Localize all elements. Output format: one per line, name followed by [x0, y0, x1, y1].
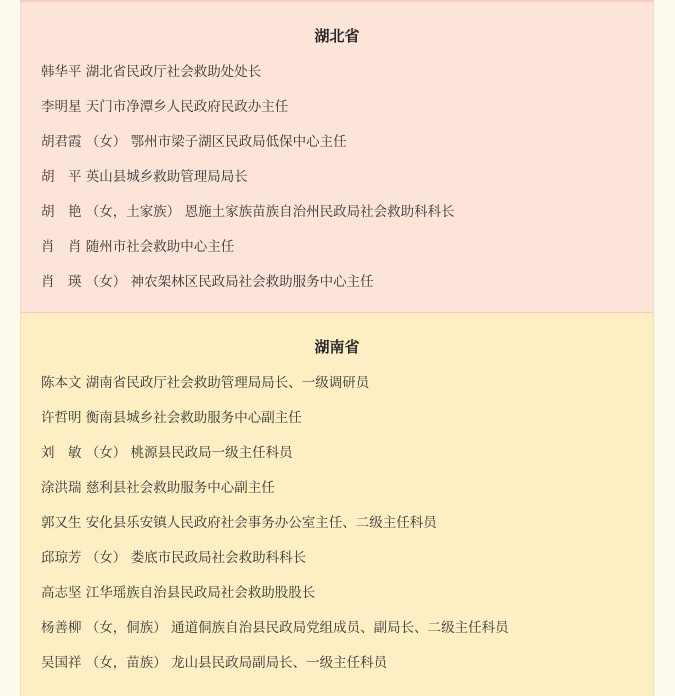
hubei-entry: 胡 艳 （女，土家族） 恩施土家族苗族自治州民政局社会救助科科长 — [41, 204, 455, 220]
hubei-entry: 李明星 天门市净潭乡人民政府民政办主任 — [41, 99, 289, 115]
hubei-title: 湖北省 — [314, 27, 360, 45]
hunan-entry-list — [21, 372, 653, 687]
hunan-entry: 吴国祥 （女，苗族） 龙山县民政局副局长、一级主任科员 — [41, 655, 388, 671]
hunan-entry: 刘 敏 （女） 桃源县民政局一级主任科员 — [41, 445, 293, 461]
hunan-title: 湖南省 — [314, 338, 360, 356]
hunan-entry: 陈本文 湖南省民政厅社会救助管理局局长、一级调研员 — [41, 375, 370, 391]
hubei-entry: 肖 瑛 （女） 神农架林区民政局社会救助服务中心主任 — [41, 274, 374, 290]
hunan-entry: 涂洪瑞 慈利县社会救助服务中心副主任 — [41, 480, 275, 496]
hunan-entry: 杨善柳 （女，侗族） 通道侗族自治县民政局党组成员、副局长、二级主任科员 — [41, 620, 509, 636]
hubei-entry: 韩华平 湖北省民政厅社会救助处处长 — [41, 64, 262, 80]
hunan-entry: 郭又生 安化县乐安镇人民政府社会事务办公室主任、二级主任科员 — [41, 515, 437, 531]
hunan-entry: 邱琼芳 （女） 娄底市民政局社会救助科科长 — [41, 550, 307, 566]
hubei-section — [20, 0, 654, 313]
hunan-entry: 许哲明 衡南县城乡社会救助服务中心副主任 — [41, 410, 302, 426]
hubei-entry: 胡 平 英山县城乡救助管理局局长 — [41, 169, 248, 185]
hubei-entry: 肖 肖 随州市社会救助中心主任 — [41, 239, 235, 255]
hunan-section — [20, 313, 654, 696]
hubei-entry: 胡君霞 （女） 鄂州市梁子湖区民政局低保中心主任 — [41, 134, 347, 150]
hunan-entry: 高志坚 江华瑶族自治县民政局社会救助股股长 — [41, 585, 316, 601]
hubei-entry-list — [21, 61, 653, 306]
